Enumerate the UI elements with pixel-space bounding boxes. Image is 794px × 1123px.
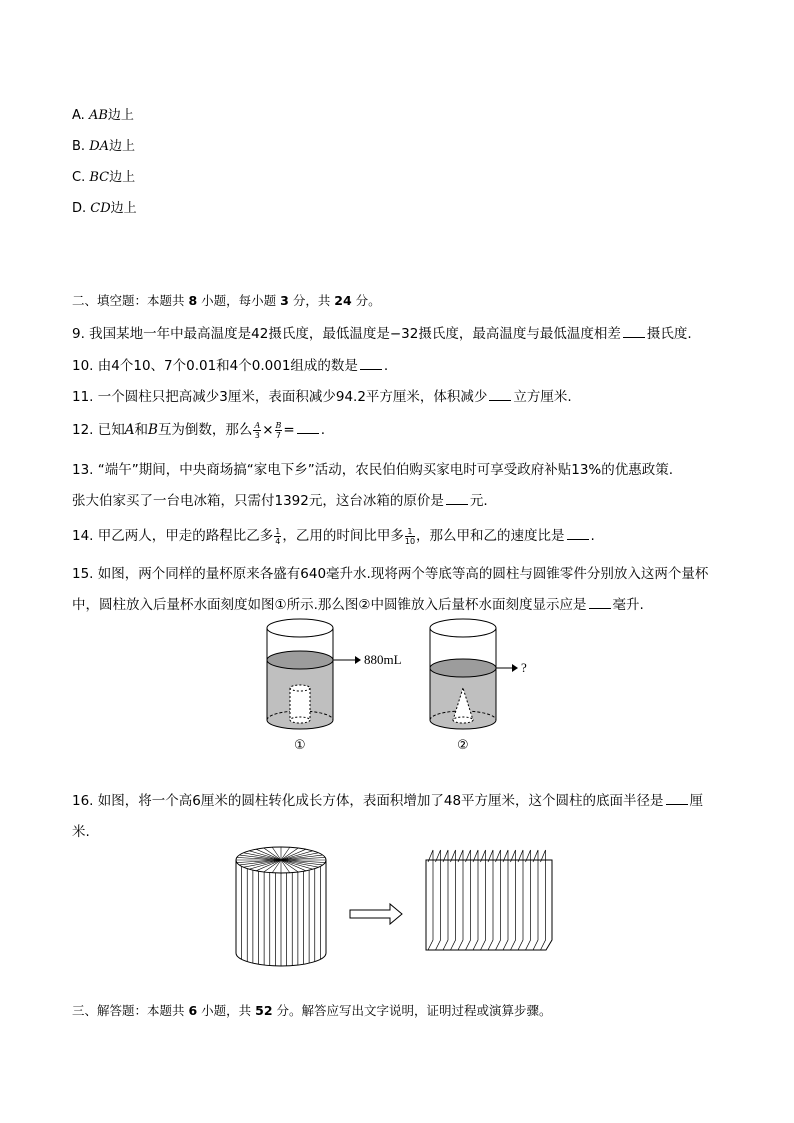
question-10 (72, 354, 388, 374)
caption-figure-2: ② (457, 738, 469, 753)
question-text: ，乙用的时间比甲多 (282, 528, 404, 544)
option-c (72, 166, 135, 185)
answer-blank[interactable] (489, 388, 511, 401)
question-13-line-2 (72, 489, 488, 509)
answer-blank[interactable] (446, 492, 468, 505)
heading-text: 小题，共 (197, 1003, 256, 1018)
question-text: 9. 我国某地一年中最高温度是42摄氏度，最低温度是−32摄氏度，最高温度与最低温度相差 (72, 326, 621, 342)
arrow-head (355, 656, 361, 664)
option-variable: BC (89, 170, 110, 185)
question-16-line-1 (72, 789, 703, 809)
cuboid (426, 850, 552, 950)
option-b (72, 135, 135, 154)
question-text: 立方厘米. (513, 389, 572, 405)
option-variable: CD (90, 201, 111, 216)
fraction-b-over-7 (275, 421, 283, 440)
option-text: 边上 (109, 170, 136, 185)
question-text: ，那么甲和乙的速度比是 (416, 528, 565, 544)
sliced-cylinder (236, 847, 326, 966)
cup-2 (430, 619, 518, 729)
heading-text: 小题，每小题 (197, 293, 281, 308)
option-letter: C. (72, 170, 86, 185)
question-text: 14. 甲乙两人，甲走的路程比乙多 (72, 528, 274, 544)
option-variable: DA (89, 139, 110, 154)
heading-text: 三、解答题：本题共 (72, 1003, 189, 1018)
fraction-a-over-3 (253, 421, 261, 440)
option-variable: AB (88, 108, 108, 123)
question-11 (72, 385, 572, 405)
label-880ml: 880mL (364, 652, 402, 667)
points-total: 24 (334, 293, 352, 308)
option-text: 边上 (110, 201, 137, 216)
question-text: 中，圆柱放入后量杯水面刻度如图①所示.那么图②中圆锥放入后量杯水面刻度显示应是 (72, 597, 587, 613)
question-text: 元. (469, 493, 488, 509)
question-text: 15. 如图，两个同样的量杯原来各盛有640毫升水.现将两个等底等高的圆柱与圆锥零件分别放入这两个量杯 (72, 566, 709, 582)
section-3-heading (72, 1001, 552, 1019)
denominator: 7 (275, 430, 282, 440)
question-count: 6 (188, 1003, 198, 1018)
label-question-mark: ? (521, 660, 527, 675)
question-count: 8 (188, 293, 198, 308)
caption-figure-1: ① (294, 738, 306, 753)
question-12 (72, 418, 325, 440)
heading-text: 二、填空题：本题共 (72, 293, 189, 308)
question-text: 12. 已知 (72, 422, 125, 438)
question-text: 和 (134, 422, 149, 438)
question-text: 毫升. (612, 597, 644, 613)
answer-blank[interactable] (567, 527, 589, 540)
question-14 (72, 524, 595, 546)
heading-text: 分。解答应写出文字说明，证明过程或演算步骤。 (272, 1003, 552, 1018)
cup-1 (267, 619, 361, 729)
question-16-line-2 (72, 820, 90, 840)
question-text: 米. (72, 824, 90, 840)
numerator: 1 (405, 527, 415, 537)
points-each: 3 (280, 293, 289, 308)
option-letter: A. (72, 108, 85, 123)
question-15-line-2 (72, 593, 644, 613)
question-text: . (590, 528, 595, 544)
denominator: 3 (254, 430, 260, 440)
option-a (72, 104, 134, 123)
arrow-head (512, 664, 518, 672)
fraction-1-over-4 (274, 527, 281, 546)
answer-blank[interactable] (623, 325, 645, 338)
numerator: B (275, 420, 282, 430)
question-9 (72, 322, 692, 342)
question-text: 16. 如图，将一个高6厘米的圆柱转化成长方体，表面积增加了48平方厘米，这个圆柱的底面半径是 (72, 793, 664, 809)
answer-blank[interactable] (666, 792, 688, 805)
heading-text: 分，共 (288, 293, 335, 308)
variable-a: A (124, 422, 135, 438)
option-text: 边上 (109, 139, 136, 154)
option-letter: D. (72, 201, 87, 216)
numerator: A (254, 420, 261, 430)
question-text: 互为倒数，那么 (157, 422, 253, 438)
option-d (72, 197, 137, 216)
figure-cylinder-to-cuboid (230, 838, 565, 968)
question-text: . (320, 422, 326, 438)
option-letter: B. (72, 139, 86, 154)
times-sign: × (262, 422, 274, 438)
arrow-right (350, 904, 402, 924)
question-text: 张大伯家买了一台电冰箱，只需付1392元，这台冰箱的原价是 (72, 493, 444, 509)
points-total: 52 (255, 1003, 273, 1018)
question-text: 10. 由4个10、7个0.01和4个0.001组成的数是 (72, 358, 358, 374)
answer-blank[interactable] (360, 357, 382, 370)
question-text: 13. “端午”期间，中央商场搞“家电下乡”活动，农民伯伯购买家电时可享受政府补贴13%的优惠政策. (72, 462, 674, 478)
fraction-1-over-10 (405, 527, 415, 546)
answer-blank[interactable] (589, 596, 611, 609)
option-text: 边上 (107, 108, 134, 123)
question-text: 厘 (689, 793, 704, 809)
section-2-heading (72, 291, 381, 309)
figure-measuring-cups (255, 612, 545, 758)
numerator: 1 (275, 526, 281, 536)
variable-b: B (148, 422, 158, 438)
denominator: 10 (404, 536, 416, 546)
question-text: . (383, 358, 389, 374)
question-text: 摄氏度. (646, 326, 692, 342)
question-15-line-1 (72, 562, 708, 582)
answer-blank[interactable] (297, 421, 319, 434)
equals-sign: = (283, 422, 295, 438)
heading-text: 分。 (351, 293, 381, 308)
question-13-line-1 (72, 458, 673, 478)
denominator: 4 (275, 536, 281, 546)
question-text: 11. 一个圆柱只把高减少3厘米，表面积减少94.2平方厘米，体积减少 (72, 389, 488, 405)
